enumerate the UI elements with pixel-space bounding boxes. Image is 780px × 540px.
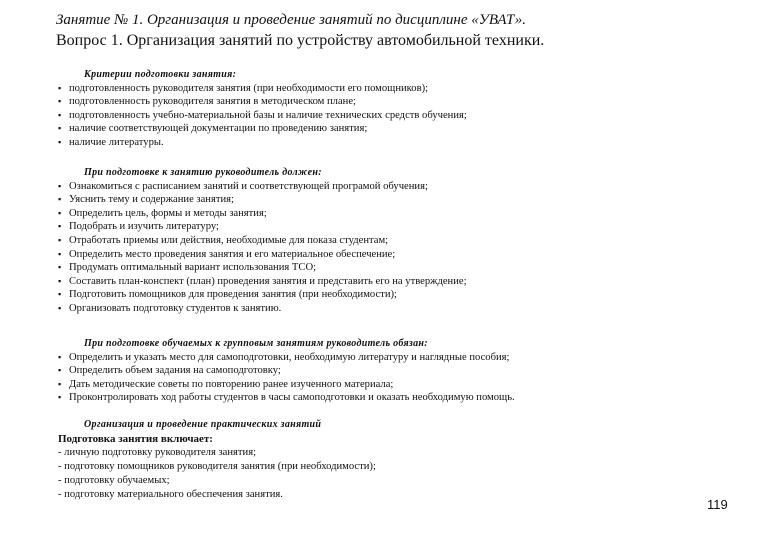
list-item: ▪ Определить цель, формы и методы занятия; [58,207,578,221]
list-item: ▪ Дать методические советы по повторению ранее изученного материала; [58,378,573,392]
list-item: ▪ подготовленность руководителя занятия (при необходимости его помощников); [58,82,578,96]
list-item: ▪ Составить план-конспект (план) проведения занятия и представить его на утверждение; [58,275,578,289]
list-item: - подготовку обучаемых; [58,475,170,486]
group-section [58,337,573,405]
practical-heading: Организация и проведение практических занятий [84,419,322,430]
slide-subtitle: Вопрос 1. Организация занятий по устройству автомобильной техники. [56,32,545,49]
leader-section [58,166,578,316]
practical-section [58,418,578,502]
slide-title: Занятие № 1. Организация и проведение занятий по дисциплине «УВАТ». [56,12,526,28]
list-item: ▪ Определить место проведения занятия и его материальное обеспечение; [58,248,578,262]
list-item: ▪ подготовленность учебно-материальной базы и наличие технических средств обучения; [58,109,578,123]
list-item: ▪ Ознакомиться с расписанием занятий и соответствующей програмой обучения; [58,180,578,194]
list-item: ▪ Определить объем задания на самоподготовку; [58,364,573,378]
list-item: - подготовку материального обеспечения занятия. [58,489,283,500]
list-item: - личную подготовку руководителя занятия; [58,447,257,458]
page-number: 119 [707,497,728,512]
list-item: ▪ Определить и указать место для самоподготовки, необходимую литературу и наглядные пособия; [58,351,573,365]
practical-subheading: Подготовка занятия включает: [58,433,213,445]
group-heading: При подготовке обучаемых к групповым занятиям руководитель обязан: [84,338,428,349]
list-item: ▪ Отработать приемы или действия, необходимые для показа студентам; [58,234,578,248]
list-item: ▪ подготовленность руководителя занятия в методическом плане; [58,95,578,109]
criteria-heading: Критерии подготовки занятия: [84,69,237,80]
list-item: ▪ Проконтролировать ход работы студентов в часы самоподготовки и оказать необходимую помощь. [58,391,573,405]
criteria-section [58,68,578,150]
list-item: ▪ Продумать оптимальный вариант использования ТСО; [58,261,578,275]
list-item: ▪ Уяснить тему и содержание занятия; [58,193,578,207]
list-item: ▪ наличие литературы. [58,136,578,150]
list-item: ▪ Подобрать и изучить литературу; [58,220,578,234]
list-item: ▪ наличие соответствующей документации по проведению занятия; [58,122,578,136]
leader-heading: При подготовке к занятию руководитель должен: [84,167,322,178]
list-item: ▪ Подготовить помощников для проведения занятия (при необходимости); [58,288,578,302]
list-item: ▪ Организовать подготовку студентов к занятию. [58,302,578,316]
list-item: - подготовку помощников руководителя занятия (при необходимости); [58,461,376,472]
